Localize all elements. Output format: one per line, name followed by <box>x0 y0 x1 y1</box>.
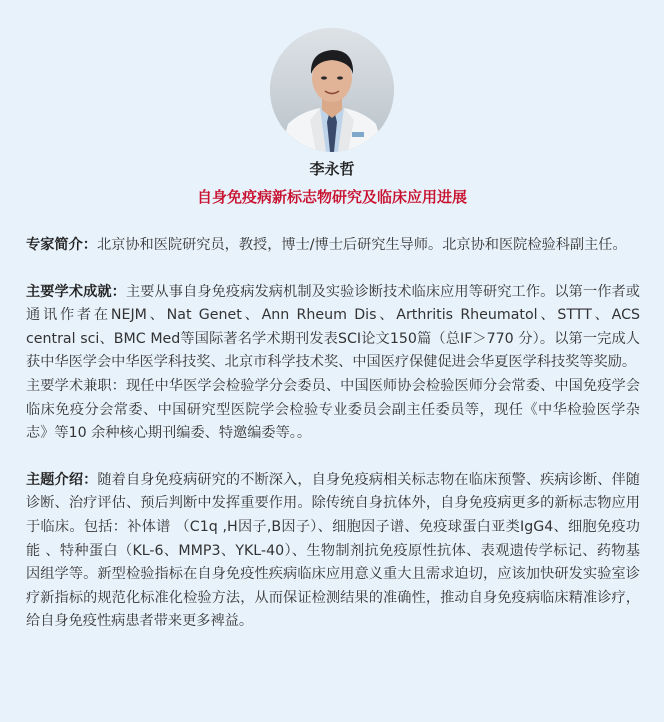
achievements-text: 主要从事自身免疫病发病机制及实验诊断技术临床应用等研究工作。以第一作者或通讯作者在NEJM、Nat Genet、Ann Rheum Dis、Arthritis Rheumatol、STTT、ACS central sci、BMC Med等国际著名学术期刊发表SCI论文150篇（总IF＞770 分）。以第一完成人获中华医学会中华医学科技奖、北京市科学技术奖、中国医疗保健促进会华夏医学科技奖等奖励。 <box>26 283 640 371</box>
intro-paragraph <box>26 234 640 258</box>
intro-label: 专家简介： <box>26 237 97 253</box>
paragraph-gap <box>26 446 640 469</box>
speaker-name: 李永哲 <box>309 160 355 178</box>
topic-label: 主题介绍： <box>26 471 98 488</box>
talk-title: 自身免疫病新标志物研究及临床应用进展 <box>196 188 467 206</box>
achievements-paragraph <box>26 281 640 375</box>
avatar <box>270 28 394 152</box>
intro-text: 北京协和医院研究员，教授，博士/博士后研究生导师。北京协和医院检验科副主任。 <box>96 237 627 253</box>
achievements-label: 主要学术成就： <box>26 283 126 300</box>
positions-paragraph: 主要学术兼职：现任中华医学会检验学分会委员、中国医师协会检验医师分会常委、中国免疫学会临床免疫分会常委、中国研究型医院学会检验专业委员会副主任委员等，现任《中华检验医学杂志》等10 余种核心期刊编委、特邀编委等。。 <box>26 377 640 442</box>
topic-text: 随着自身免疫病研究的不断深入，自身免疫病相关标志物在临床预警、疾病诊断、伴随诊断、治疗评估、预后判断中发挥重要作用。除传统自身抗体外，自身免疫病更多的新标志物应用于临床。包括：补体谱 （C1q ,H因子,B因子）、细胞因子谱、免疫球蛋白亚类IgG4、细胞免疫功能 、特种蛋白（KL-6、MMP3、YKL-40）、生物制剂抗免疫原性抗体、表观遗传学标记、药物基因组学等。新型检验指标在自身免疫性疾病临床应用意义重大且需求迫切，应该加快研发实验室诊疗新指标的规范化标准化检验方法，从而保证检测结果的准确性，推动自身免疫病临床精准诊疗，给自身免疫性病患者带来更多裨益。 <box>26 471 640 630</box>
topic-paragraph <box>26 469 640 634</box>
paragraph-gap <box>26 258 640 281</box>
bio-content <box>26 234 640 634</box>
portrait-photo <box>270 28 394 152</box>
